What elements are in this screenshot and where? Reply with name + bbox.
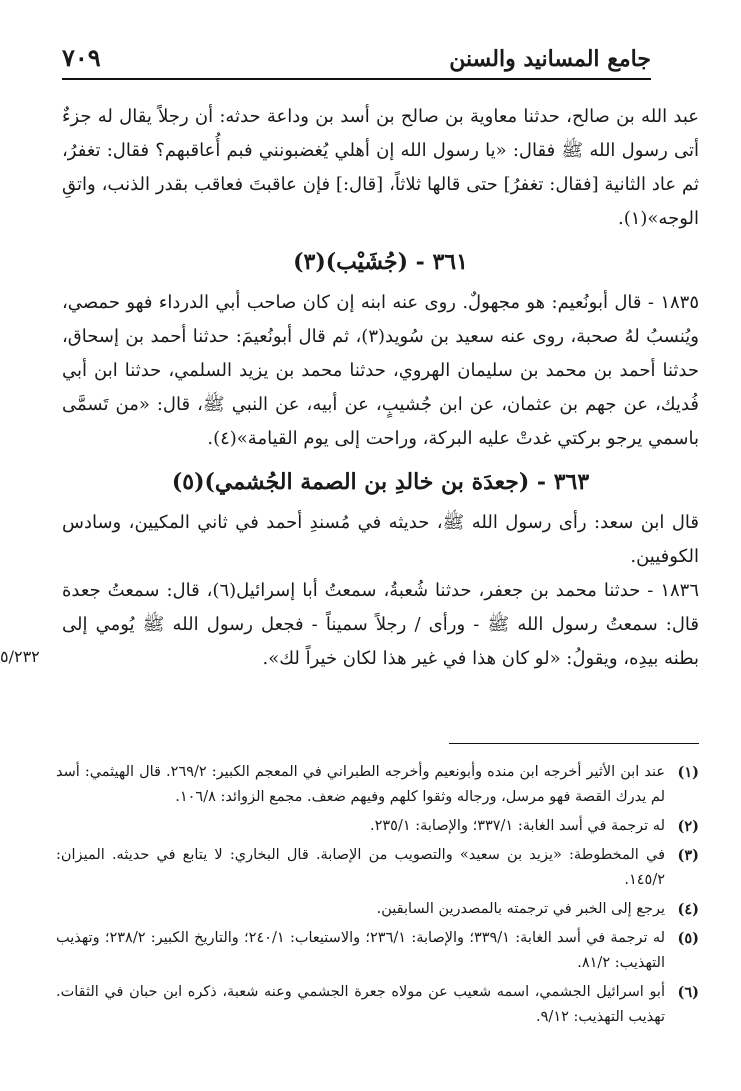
footnote bbox=[56, 926, 699, 976]
main-text bbox=[62, 100, 699, 676]
footnote-text: له ترجمة في أسد الغابة: ٣٣٩/١؛ والإصابة: ٢٣٦/١؛ والاستيعاب: ٢٤٠/١؛ والتاريخ الكبير: ٢٣٨/٢؛ وتهذيب التهذيب: ٨١/٢. bbox=[56, 930, 666, 971]
footnote bbox=[56, 760, 699, 810]
footnote bbox=[56, 897, 699, 922]
footnote-mark: (٤) bbox=[677, 901, 699, 918]
footnotes bbox=[56, 760, 699, 1034]
paragraph-1: عبد الله بن صالح، حدثنا معاوية بن صالح بن أسد بن وداعة حدثه: أن رجلاً يقال له جزءٌ أتى رسول الله ﷺ فقال: «يا رسول الله إن أهلي يُغضبونني فبم أُعاقبهم؟ فقال: تغفرُ، ثم عاد الثانية [فقال: تغفرُ] حتى قالها ثلاثاً، [قال:] فإن عاقبتَ فعاقب بقدر الذنب، واتقِ الوجه»(١). bbox=[62, 106, 699, 229]
page-number: ٧٠٩ bbox=[62, 43, 101, 72]
footnote-mark: (٥) bbox=[677, 930, 699, 947]
footnote bbox=[56, 814, 699, 839]
margin-reference: ٥/٢٣٢ bbox=[0, 647, 40, 666]
page-header bbox=[62, 30, 651, 80]
paragraph-ibn-saad: قال ابن سعد: رأى رسول الله ﷺ، حديثه في مُسندِ أحمد في ثاني المكيين، وسادس الكوفيين. bbox=[62, 512, 699, 567]
footnote-mark: (٦) bbox=[677, 984, 699, 1001]
footnote bbox=[56, 980, 699, 1030]
footnote-text: أبو اسرائيل الجشمي، اسمه شعيب عن مولاه جعرة الجشمي وعنه شعبة، ذكره ابن حبان في الثقات. تهذيب التهذيب: ٩/١٢. bbox=[56, 984, 665, 1025]
footnote-mark: (٢) bbox=[677, 818, 699, 835]
footnote-mark: (١) bbox=[677, 764, 699, 781]
footnote-mark: (٣) bbox=[677, 847, 699, 864]
footnote-text: في المخطوطة: «يزيد بن سعيد» والتصويب من الإصابة. قال البخاري: لا يتابع في حديثه. الميزان: ١٤٥/٢. bbox=[56, 847, 665, 888]
section-heading-363: ٣٦٣ - (جعدَة بن خالدِ بن الصمة الجُشمي)(٥) bbox=[171, 469, 590, 495]
footnote-divider bbox=[449, 743, 699, 744]
paragraph-1836: ١٨٣٦ - حدثنا محمد بن جعفر، حدثنا شُعبةُ، سمعتُ أبا إسرائيل(٦)، قال: سمعتُ جعدة قال: سمعتُ رسول الله ﷺ - ورأى / رجلاً سميناً - فجعل رسول الله ﷺ يُومي إلى بطنه بيدِه، ويقولُ: «لو كان هذا في غير هذا لكان خيراً لك». bbox=[62, 580, 700, 669]
running-title: جامع المسانيد والسنن bbox=[449, 46, 651, 72]
footnote-text: عند ابن الأثير أخرجه ابن منده وأبونعيم وأخرجه الطبراني في المعجم الكبير: ٢٦٩/٢. قال الهيثمي: أسد لم يدرك القصة فهو مرسل، ورجاله وثقوا كلهم وفيهم ضعف. مجمع الزوائد: ١٠٦/٨. bbox=[56, 764, 665, 805]
section-heading-361: ٣٦١ - (جُشَيْب)(٣) bbox=[293, 249, 468, 275]
paragraph-1835: ١٨٣٥ - قال أبونُعيم: هو مجهولٌ. روى عنه ابنه إن كان صاحب أبي الدرداء فهو حمصي، ويُنسبُ لهُ صحبة، روى عنه سعيد بن سُويد(٣)، ثم قال أبونُعيمَ: حدثنا أحمد بن إسحاق، حدثنا أحمد بن محمد بن سليمان الهروي، حدثنا محمد بن يزيد السلمي، حدثنا ابن أبي فُديك، عن جهم بن عثمان، عن ابن جُشيبٍ، عن أبيه، عن النبي ﷺ، قال: «من تَسمَّى باسمي يرجو بركتي غدتْ عليه البركة، وراحت إلى يوم القيامة»(٤). bbox=[62, 292, 699, 449]
footnote-text: له ترجمة في أسد الغابة: ٣٣٧/١؛ والإصابة: ٢٣٥/١. bbox=[369, 818, 665, 834]
footnote bbox=[56, 843, 699, 893]
footnote-text: يرجع إلى الخبر في ترجمته بالمصدرين السابقين. bbox=[376, 901, 665, 917]
